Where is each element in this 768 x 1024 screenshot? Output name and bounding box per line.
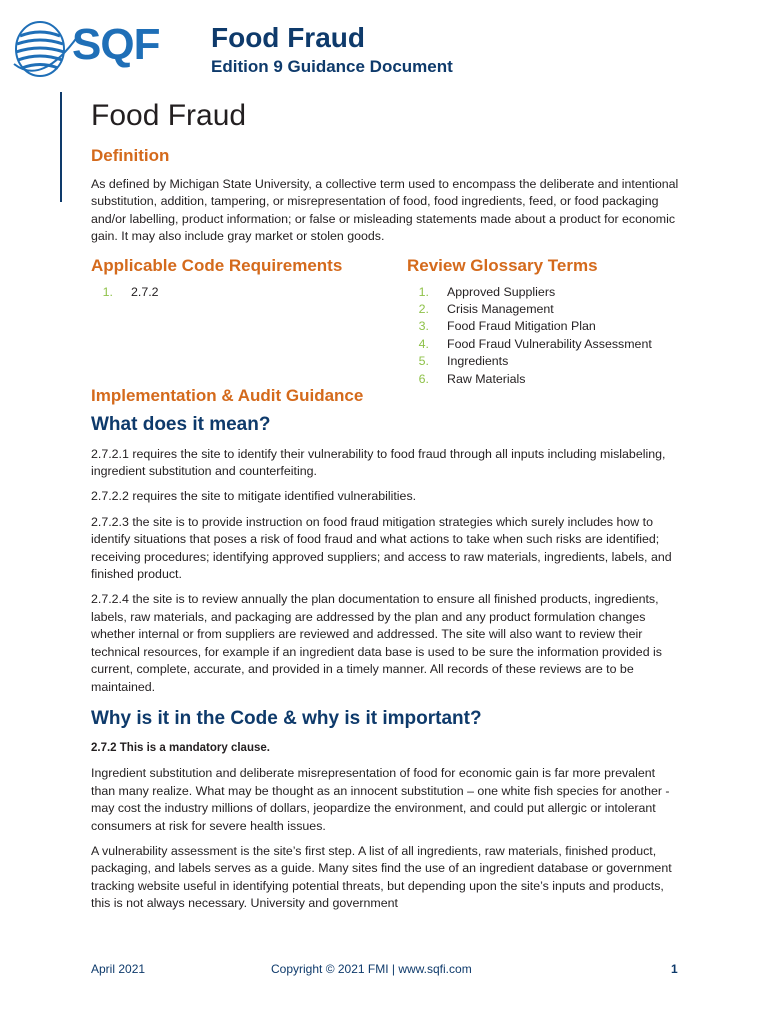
glossary-terms: [407, 256, 697, 388]
definition-heading: Definition: [91, 146, 170, 165]
list-item: 2. Crisis Management: [418, 302, 554, 317]
margin-rule: [60, 92, 62, 202]
logo-wordmark: SQF: [72, 20, 160, 69]
why-paragraph-2: A vulnerability assessment is the site’s first step. A list of all ingredients, raw materials, finished product, packaging, and labels serves as a guide. Many sites find the use of an ingredient database or government tracking website useful in identifying potential threats, but depending upon the site’s inputs and products, this is not always necessary. University and government: [91, 843, 672, 911]
document-header: [0, 0, 768, 92]
header-subtitle: Edition 9 Guidance Document: [211, 57, 453, 76]
requirements-glossary-columns: [91, 256, 681, 386]
page-title: Food Fraud: [91, 99, 247, 132]
footer-copyright: Copyright © 2021 FMI | www.sqfi.com: [271, 962, 472, 976]
implementation-heading: Implementation & Audit Guidance: [91, 385, 364, 405]
list-item: 5. Ingredients: [418, 354, 509, 369]
code-requirements: [91, 256, 391, 301]
page-footer: [91, 962, 681, 980]
list-item: 1. Approved Suppliers: [418, 284, 556, 299]
sqf-logo: [12, 16, 172, 82]
paragraph-2724: 2.7.2.4 the site is to review annually the plan documentation to ensure all finished products, ingredients, labels, raw materials, and packaging are addressed by the plan and any product formulation changes whether internal or from suppliers are reviewed and addressed. The site will also want to review their technical resources, for example if an ingredient data base is used to be sure the information provided is current, complete, accurate, and provided in a timely manner. All records of these reviews are to be maintained.: [91, 592, 662, 694]
paragraph-2723: 2.7.2.3 the site is to provide instruction on food fraud mitigation strategies which surely includes how to identify situations that poses a risk of food fraud and what actions to take when such risks are identified; receiving procedures; identifying approved suppliers; and access to raw materials, ingredients, labels, and finished product.: [91, 514, 672, 582]
list-item: 4. Food Fraud Vulnerability Assessment: [418, 336, 652, 351]
why-heading: Why is it in the Code & why is it important?: [91, 707, 482, 729]
header-title: Food Fraud: [211, 22, 365, 53]
list-item: 6. Raw Materials: [418, 371, 526, 386]
list-item: 3. Food Fraud Mitigation Plan: [418, 319, 596, 334]
mandatory-clause: 2.7.2 This is a mandatory clause.: [91, 741, 270, 754]
glossary-list: [407, 284, 697, 388]
paragraph-2721: 2.7.2.1 requires the site to identify their vulnerability to food fraud through all inputs including mislabeling, ingredient substitution and counterfeiting.: [91, 446, 666, 479]
page-number: 1: [671, 962, 678, 976]
what-does-it-mean-heading: What does it mean?: [91, 413, 271, 435]
paragraph-2722: 2.7.2.2 requires the site to mitigate identified vulnerabilities.: [91, 489, 417, 504]
definition-text: As defined by Michigan State University, a collective term used to encompass the deliberate and intentional substitution, addition, tampering, or misrepresentation of food, food ingredients, feed, or food packaging and/or labelling, product information; or false or misleading statements made about a product for economic gain. It may also include gray market or stolen goods.: [91, 177, 679, 244]
document-body: [91, 92, 681, 913]
code-requirements-heading: Applicable Code Requirements: [91, 255, 343, 275]
why-paragraph-1: Ingredient substitution and deliberate misrepresentation of food for economic gain is far more prevalent than many realize. What may be thought as an innocent substitution – one white fish species for another - may cost the industry millions of dollars, jeopardize the environment, and could put allergic or intolerant consumers at risk for severe health issues.: [91, 766, 670, 833]
glossary-heading: Review Glossary Terms: [407, 255, 598, 275]
footer-date: April 2021: [91, 962, 146, 976]
list-item: 1. 2.7.2: [102, 284, 159, 299]
code-requirements-list: [91, 284, 391, 301]
